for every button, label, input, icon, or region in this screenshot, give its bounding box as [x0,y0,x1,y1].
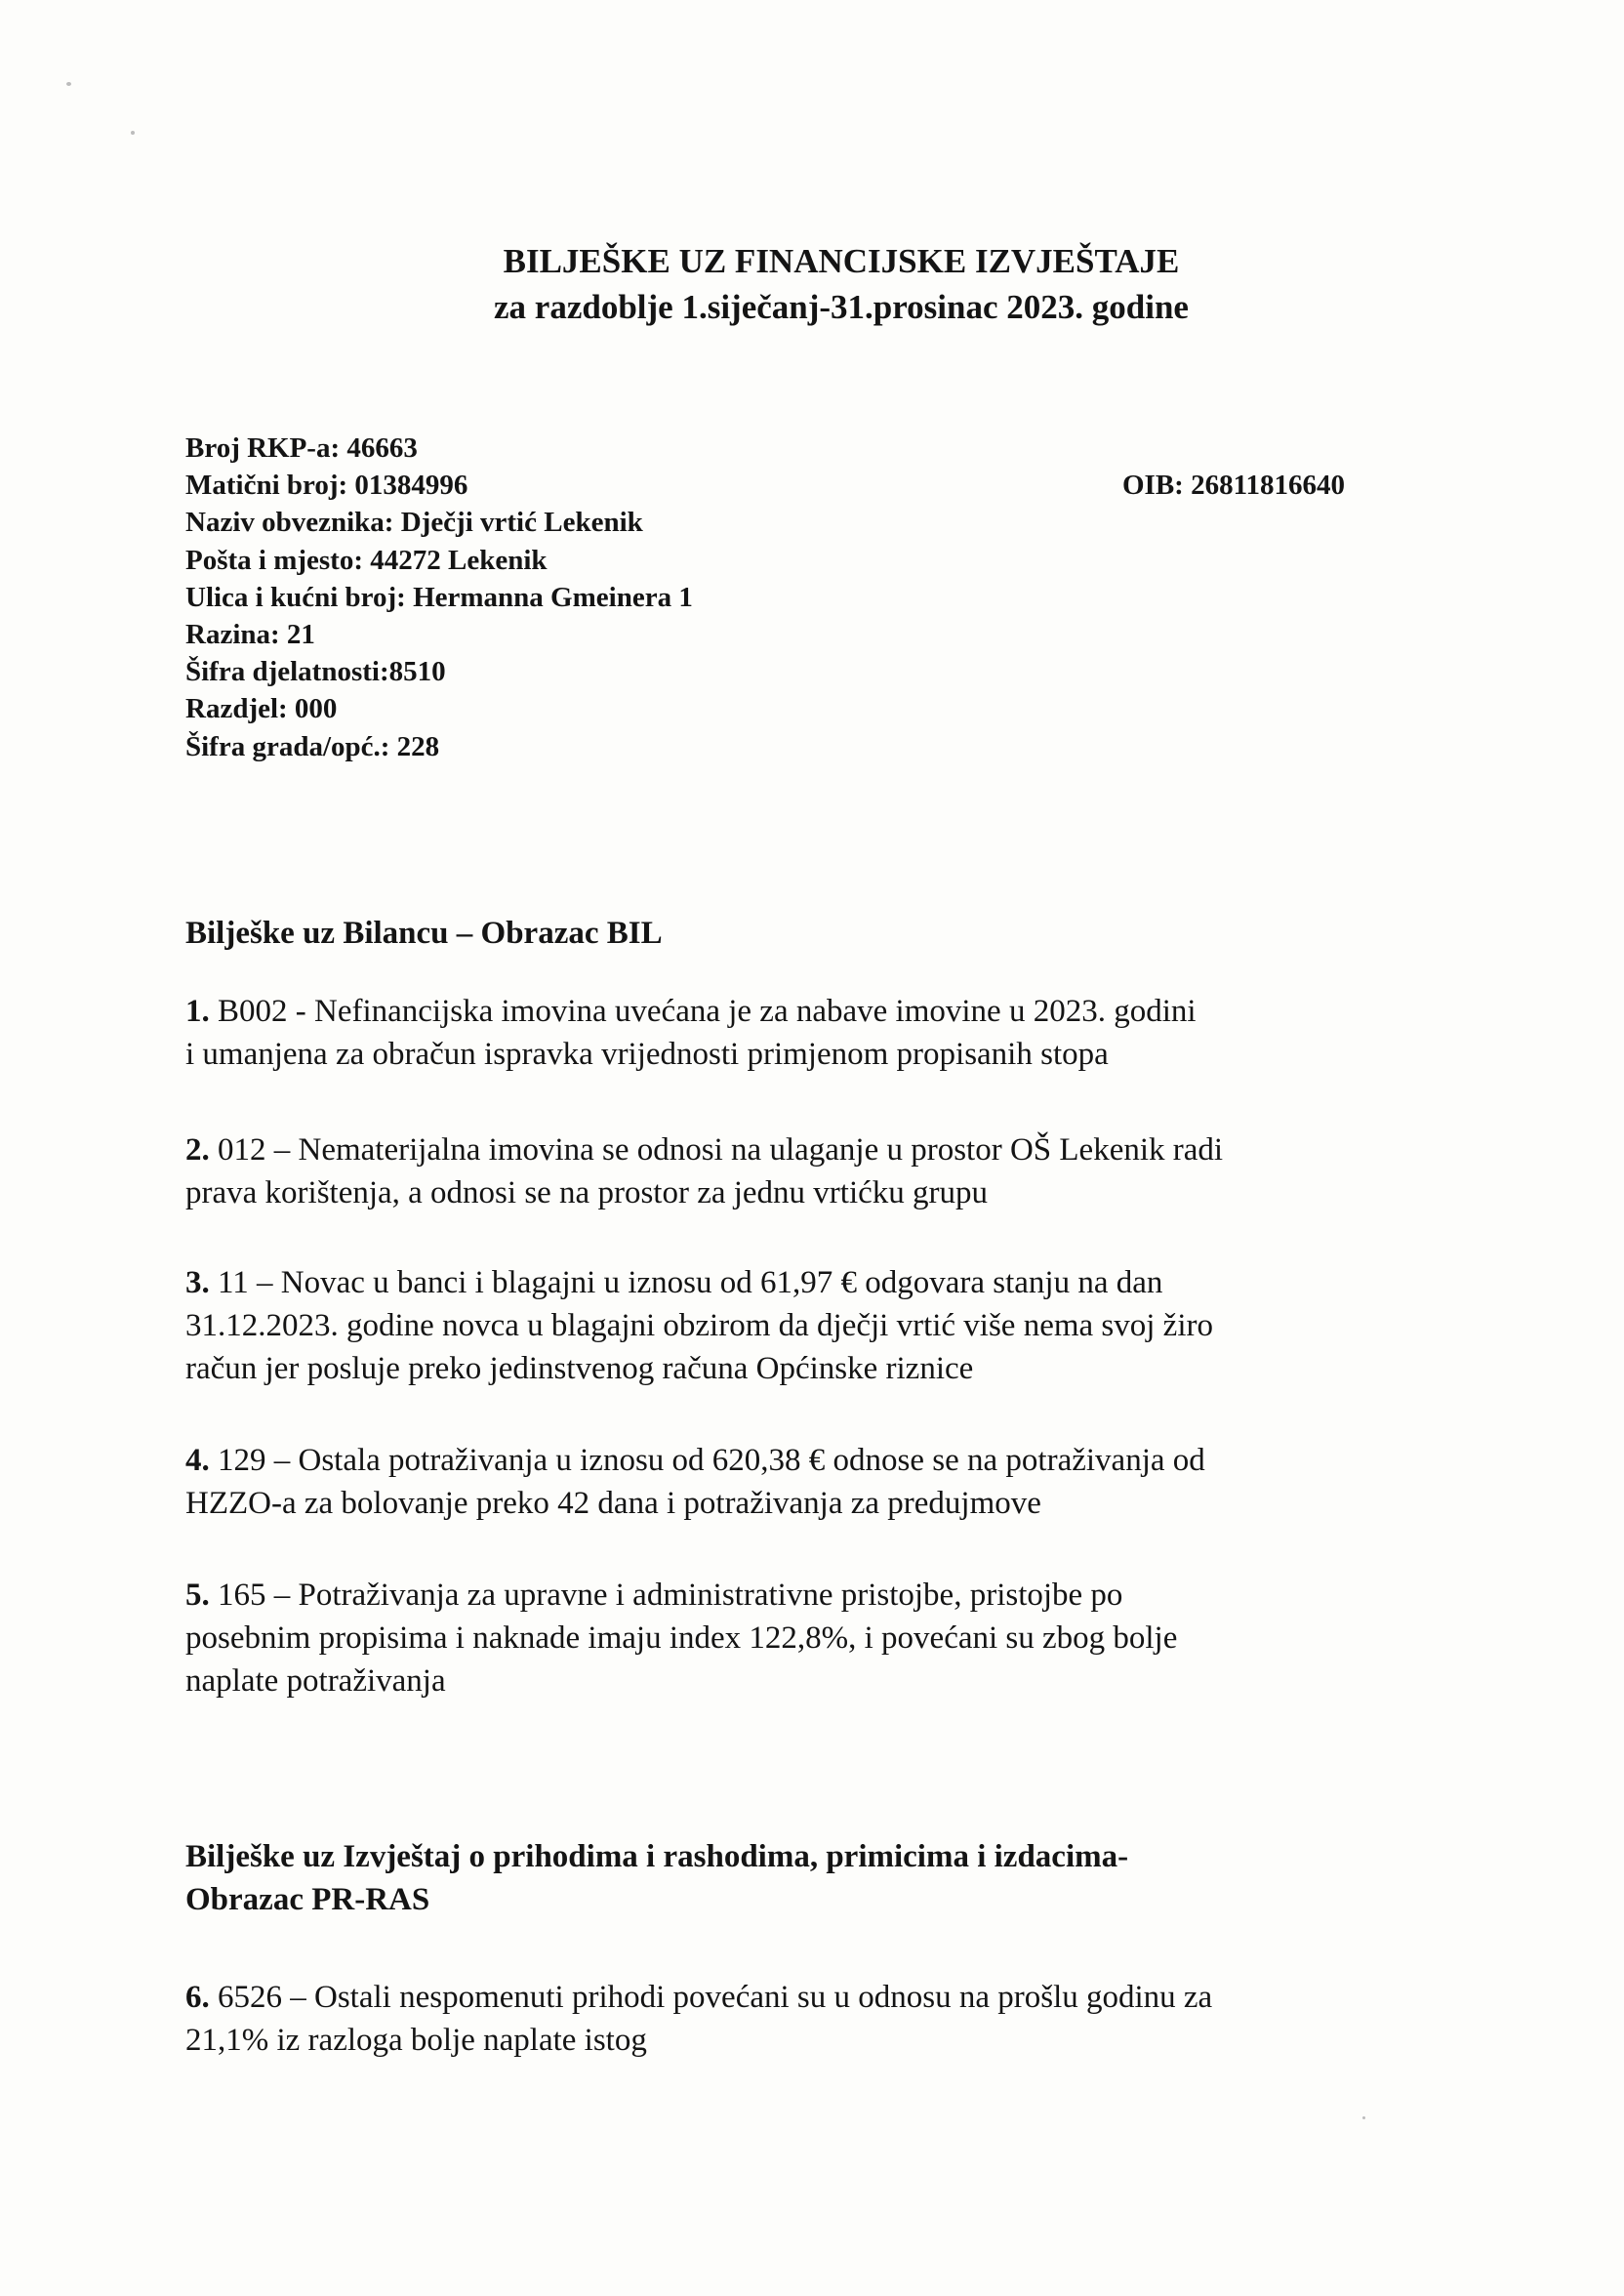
note-text: 31.12.2023. godine novca u blagajni obzirom da dječji vrtić više nema svoj žiro [185,1308,1213,1343]
note-6 [185,1976,1454,2062]
note-number: 6. [185,1980,210,2015]
note-number: 5. [185,1578,210,1613]
rkp-number: Broj RKP-a: 46663 [185,432,418,464]
city-code: Šifra grada/opć.: 228 [185,730,440,762]
note-4 [185,1439,1454,1525]
note-2 [185,1128,1454,1214]
division: Razdjel: 000 [185,693,338,725]
title-line-1: BILJEŠKE UZ FINANCIJSKE IZVJEŠTAJE [503,242,1180,280]
note-text: 21,1% iz razloga bolje naplate istog [185,2023,647,2058]
note-text: prava korištenja, a odnosi se na prostor za jednu vrtićku grupu [185,1175,989,1210]
section-title-line-1: Bilješke uz Izvještaj o prihodima i rashodima, primicima i izdacima- [185,1839,1129,1874]
scan-speck [66,82,71,86]
section-title: Bilješke uz Bilancu – Obrazac BIL [185,916,663,951]
note-text: 11 – Novac u banci i blagajni u iznosu od 61,97 € odgovara stanju na dan [218,1265,1163,1300]
taxpayer-info [185,430,693,765]
note-number: 1. [185,994,210,1029]
note-text: 129 – Ostala potraživanja u iznosu od 620,38 € odnose se na potraživanja od [218,1443,1205,1478]
note-text: HZZO-a za bolovanje preko 42 dana i potraživanja za predujmove [185,1486,1041,1521]
scan-speck [1362,2116,1365,2119]
street-address: Ulica i kućni broj: Hermanna Gmeinera 1 [185,581,693,613]
note-number: 4. [185,1443,210,1478]
note-text: posebnim propisima i naknade imaju index 122,8%, i povećani su zbog bolje [185,1620,1178,1656]
title-line-2: za razdoblje 1.siječanj-31.prosinac 2023. godine [494,288,1189,326]
note-1 [185,990,1454,1076]
section-prras-heading [185,1835,1474,1921]
postal-place: Pošta i mjesto: 44272 Lekenik [185,544,548,576]
note-text: račun jer posluje preko jedinstvenog računa Općinske riznice [185,1351,974,1386]
note-number: 2. [185,1132,210,1168]
section-bil-heading [185,912,663,955]
note-text: 165 – Potraživanja za upravne i administrativne pristojbe, pristojbe po [218,1578,1123,1613]
scan-speck [131,131,135,135]
note-number: 3. [185,1265,210,1300]
note-3 [185,1261,1454,1390]
note-text: naplate potraživanja [185,1663,446,1699]
note-text: i umanjena za obračun ispravka vrijednosti primjenom propisanih stopa [185,1037,1109,1072]
note-text: 012 – Nematerijalna imovina se odnosi na ulaganje u prostor OŠ Lekenik radi [218,1132,1224,1168]
section-title-line-2: Obrazac PR-RAS [185,1882,430,1917]
document-title [0,238,1624,330]
note-5 [185,1574,1454,1702]
note-text: 6526 – Ostali nespomenuti prihodi povećani su u odnosu na prošlu godinu za [218,1980,1213,2015]
oib: OIB: 26811816640 [1122,470,1345,501]
activity-code: Šifra djelatnosti:8510 [185,656,446,688]
taxpayer-name: Naziv obveznika: Dječji vrtić Lekenik [185,507,643,539]
level: Razina: 21 [185,619,315,651]
note-text: B002 - Nefinancijska imovina uvećana je za nabave imovine u 2023. godini [218,994,1197,1029]
registration-number: Matični broj: 01384996 [185,470,468,502]
